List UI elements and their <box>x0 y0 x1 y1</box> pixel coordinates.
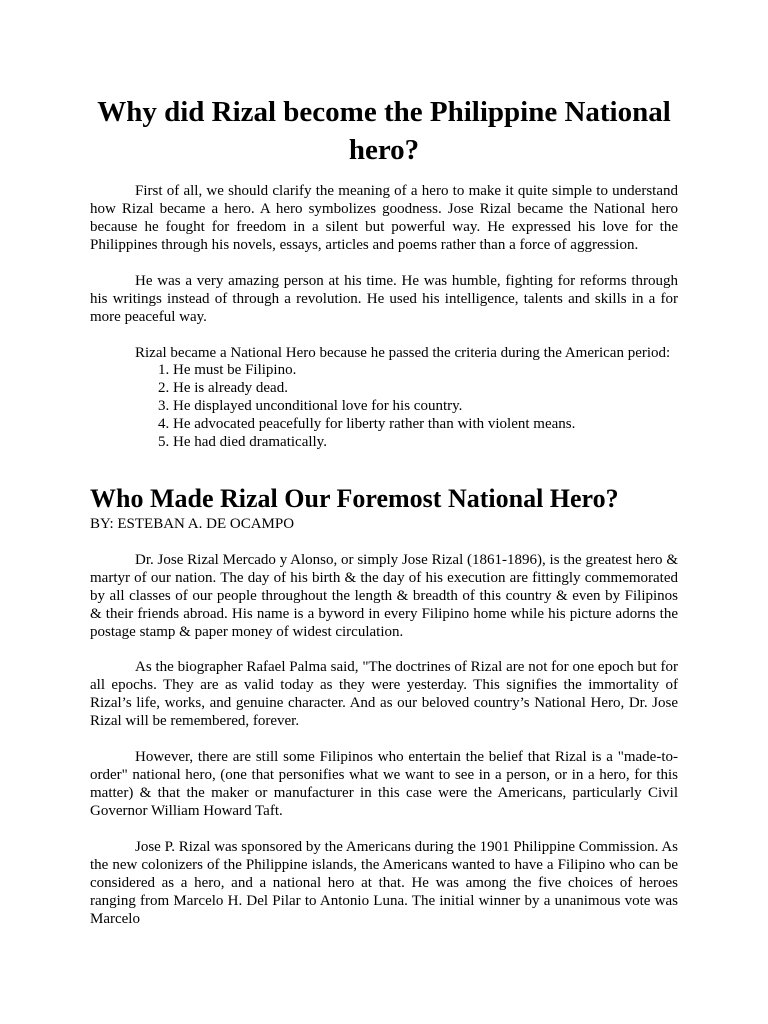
criteria-intro-paragraph: Rizal became a National Hero because he passed the criteria during the American period: <box>135 345 671 361</box>
section-title: Who Made Rizal Our Foremost National Hero? <box>90 484 619 513</box>
section-paragraph: As the biographer Rafael Palma said, "The doctrines of Rizal are not for one epoch but for all epochs. They are as valid today as they were yesterday. This signifies the immortality of Rizal’s life, works, and genuine character. And as our beloved country’s National Hero, Dr. Jose Rizal will be remembered, forever. <box>90 659 678 729</box>
criteria-list <box>158 361 678 451</box>
page-title: Why did Rizal become the Philippine National hero? <box>97 96 671 166</box>
list-item: 5. He had died dramatically. <box>158 434 327 450</box>
list-item: 3. He displayed unconditional love for his country. <box>158 398 463 414</box>
list-item: 1. He must be Filipino. <box>158 362 297 378</box>
list-item: 2. He is already dead. <box>158 380 288 396</box>
list-item: 4. He advocated peacefully for liberty rather than with violent means. <box>158 416 576 432</box>
intro-paragraph: First of all, we should clarify the meaning of a hero to make it quite simple to understand how Rizal became a hero. A hero symbolizes goodness. Jose Rizal became the National hero because he fought for freedom in a silent but powerful way. He expressed his love for the Philippines through his novels, essays, articles and poems rather than a force of aggression. <box>90 183 678 253</box>
byline: BY: ESTEBAN A. DE OCAMPO <box>90 516 295 532</box>
section-paragraph: Dr. Jose Rizal Mercado y Alonso, or simply Jose Rizal (1861-1896), is the greatest hero & martyr of our nation. The day of his birth & the day of his execution are fittingly commemorated by all classes of our people throughout the length & breadth of this country & even by Filipinos & their friends abroad. His name is a byword in every Filipino home while his picture adorns the postage stamp & paper money of widest circulation. <box>90 552 678 640</box>
section-paragraph: Jose P. Rizal was sponsored by the Americans during the 1901 Philippine Commission. As the new colonizers of the Philippine islands, the Americans wanted to have a Filipino who can be considered as a hero, and a national hero at that. He was among the five choices of heroes ranging from Marcelo H. Del Pilar to Antonio Luna. The initial winner by a unanimous vote was Marcelo <box>90 839 678 927</box>
section-paragraph: However, there are still some Filipinos who entertain the belief that Rizal is a "made-to-order" national hero, (one that personifies what we want to see in a person, or in a hero, for this matter) & that the maker or manufacturer in this case were the Americans, particularly Civil Governor William Howard Taft. <box>90 749 678 819</box>
amazing-person-paragraph: He was a very amazing person at his time. He was humble, fighting for reforms through his writings instead of through a revolution. He used his intelligence, talents and skills in a for more peaceful way. <box>90 273 678 325</box>
